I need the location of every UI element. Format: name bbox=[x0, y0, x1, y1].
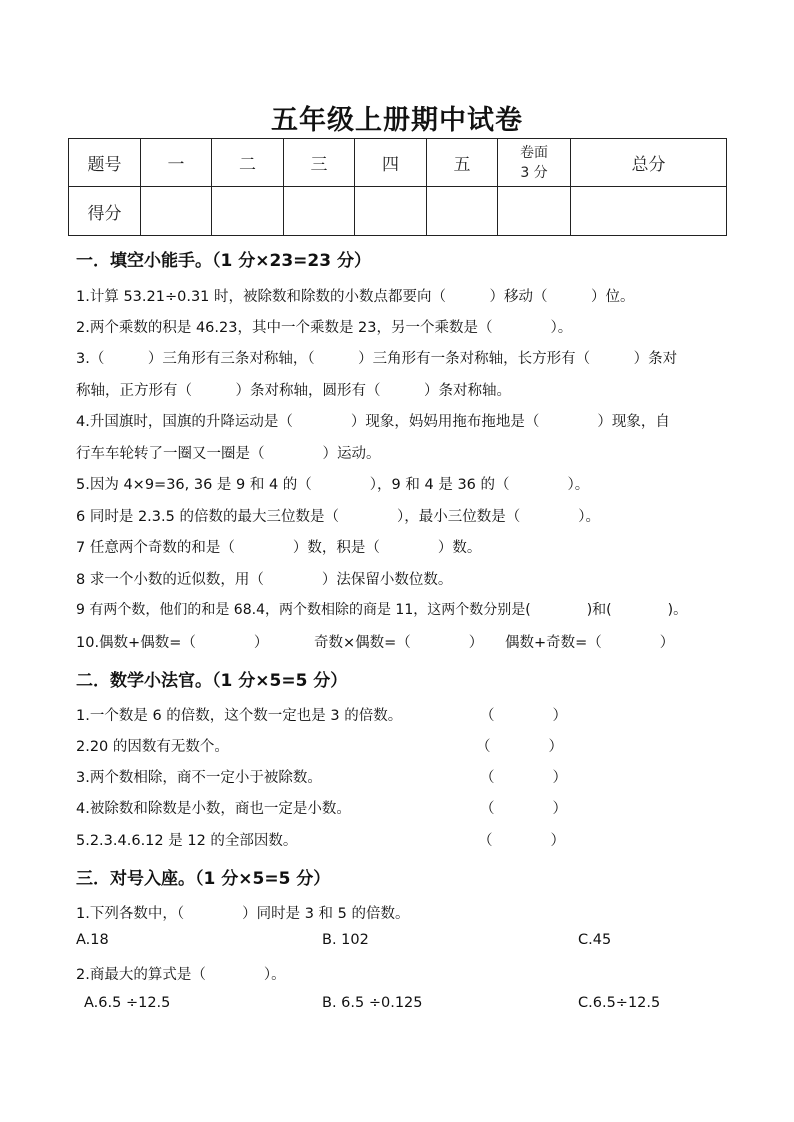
score-cell-neatness[interactable] bbox=[498, 187, 571, 236]
section-1-line: 5.因为 4×9=36, 36 是 9 和 4 的（ ），9 和 4 是 36 的（ ）。 bbox=[76, 477, 590, 493]
section-1-line: 9 有两个数，他们的和是 68.4，两个数相除的商是 11，这两个数分别是( )和( )。 bbox=[76, 602, 688, 618]
score-cell-5[interactable] bbox=[427, 187, 498, 236]
score-cell-4[interactable] bbox=[355, 187, 427, 236]
choice-option[interactable]: A.18 bbox=[76, 932, 109, 948]
section-1-line: 4.升国旗时，国旗的升降运动是（ ）现象，妈妈用拖布拖地是（ ）现象，自 bbox=[76, 414, 670, 430]
header-cell-3: 三 bbox=[284, 139, 355, 187]
score-cell-3[interactable] bbox=[284, 187, 355, 236]
section-1-line: 7 任意两个奇数的和是（ ）数，积是（ ）数。 bbox=[76, 540, 482, 556]
judge-item-text: 2.20 的因数有无数个。 bbox=[76, 739, 229, 755]
score-cell-2[interactable] bbox=[212, 187, 284, 236]
header-cell-5: 五 bbox=[427, 139, 498, 187]
choice-option[interactable]: B. 102 bbox=[322, 932, 369, 948]
section-1-line: 6 同时是 2.3.5 的倍数的最大三位数是（ ），最小三位数是（ ）。 bbox=[76, 509, 600, 525]
section-1-line: 8 求一个小数的近似数，用（ ）法保留小数位数。 bbox=[76, 572, 453, 588]
neatness-points: 3 分 bbox=[520, 164, 548, 181]
score-cell-total[interactable] bbox=[571, 187, 727, 236]
judge-item-answer[interactable]: （ ） bbox=[480, 801, 567, 817]
choice-question-2: 2.商最大的算式是（ ）。 bbox=[76, 967, 286, 983]
judge-item-answer[interactable]: （ ） bbox=[480, 770, 567, 786]
section-1-line: 3.（ ）三角形有三条对称轴，（ ）三角形有一条对称轴，长方形有（ ）条对 bbox=[76, 351, 678, 367]
section-3-heading: 三．对号入座。（1 分×5=5 分） bbox=[76, 869, 331, 889]
choice-option[interactable]: C.6.5÷12.5 bbox=[578, 995, 661, 1011]
judge-item-answer[interactable]: （ ） bbox=[480, 708, 567, 724]
choice-option[interactable]: C.45 bbox=[578, 932, 612, 948]
judge-item-text: 4.被除数和除数是小数，商也一定是小数。 bbox=[76, 801, 351, 817]
q10-part-2: 奇数×偶数=（ ） bbox=[314, 635, 484, 651]
score-row-label: 得分 bbox=[69, 187, 141, 236]
q10-part-1: 10.偶数+偶数=（ ） bbox=[76, 635, 269, 651]
section-1-heading: 一．填空小能手。（1 分×23=23 分） bbox=[76, 251, 371, 271]
judge-item-answer[interactable]: （ ） bbox=[476, 739, 563, 755]
neatness-label: 卷面 bbox=[520, 144, 548, 161]
score-table-header-row bbox=[69, 139, 727, 187]
section-2-heading: 二．数学小法官。（1 分×5=5 分） bbox=[76, 671, 348, 691]
judge-item-answer[interactable]: （ ） bbox=[478, 833, 565, 849]
judge-item-text: 1.一个数是 6 的倍数，这个数一定也是 3 的倍数。 bbox=[76, 708, 403, 724]
score-table bbox=[68, 138, 727, 236]
header-cell-2: 二 bbox=[212, 139, 284, 187]
section-1-line: 1.计算 53.21÷0.31 时，被除数和除数的小数点都要向（ ）移动（ ）位。 bbox=[76, 289, 635, 305]
judge-item-text: 5.2.3.4.6.12 是 12 的全部因数。 bbox=[76, 833, 298, 849]
judge-item-text: 3.两个数相除，商不一定小于被除数。 bbox=[76, 770, 322, 786]
score-table-score-row bbox=[69, 187, 727, 236]
choice-option[interactable]: B. 6.5 ÷0.125 bbox=[322, 995, 423, 1011]
header-cell-1: 一 bbox=[141, 139, 212, 187]
q10-part-3: 偶数+奇数=（ ） bbox=[505, 635, 675, 651]
choice-question-1: 1.下列各数中，（ ）同时是 3 和 5 的倍数。 bbox=[76, 906, 410, 922]
header-cell-neatness bbox=[498, 139, 571, 187]
choice-option[interactable]: A.6.5 ÷12.5 bbox=[84, 995, 171, 1011]
header-cell-total: 总分 bbox=[571, 139, 727, 187]
section-1-line: 称轴，正方形有（ ）条对称轴，圆形有（ ）条对称轴。 bbox=[76, 383, 511, 399]
page-title: 五年级上册期中试卷 bbox=[271, 105, 523, 136]
section-1-line: 行车车轮转了一圈又一圈是（ ）运动。 bbox=[76, 446, 381, 462]
score-cell-1[interactable] bbox=[141, 187, 212, 236]
section-1-line: 2.两个乘数的积是 46.23，其中一个乘数是 23，另一个乘数是（ ）。 bbox=[76, 320, 573, 336]
header-cell-4: 四 bbox=[355, 139, 427, 187]
header-cell-question-no: 题号 bbox=[69, 139, 141, 187]
